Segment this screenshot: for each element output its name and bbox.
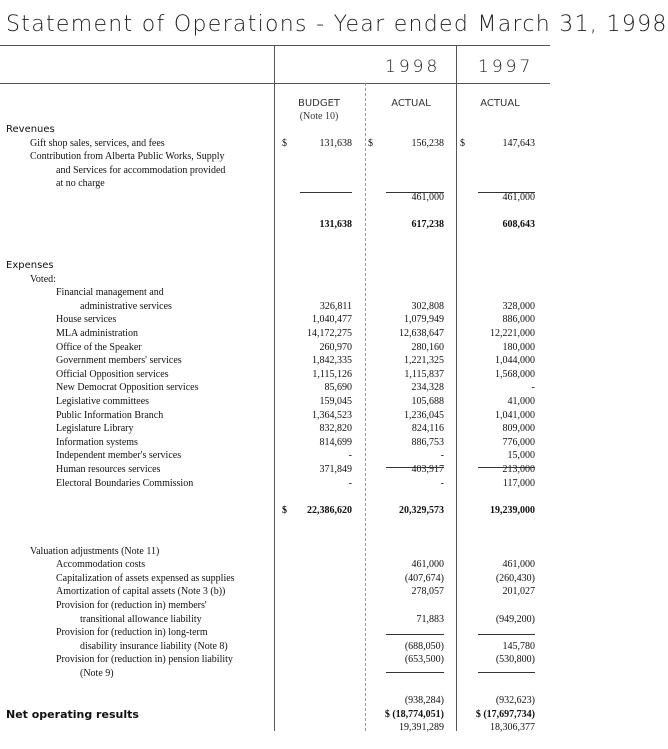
statement-row bbox=[0, 613, 550, 627]
statement-row bbox=[0, 381, 550, 395]
budget-cell: 1,842,335 bbox=[312, 355, 352, 367]
dollar-sign: $ bbox=[282, 504, 287, 516]
row-label: Capitalization of assets expensed as supplies bbox=[56, 572, 235, 584]
statement-row bbox=[0, 477, 550, 491]
subtotal-rule bbox=[386, 634, 444, 635]
actual-1997-cell: (530,800) bbox=[495, 654, 535, 666]
actual-1997-cell: 19,239,000 bbox=[490, 504, 535, 516]
actual-1998-cell: 1,221,325 bbox=[404, 355, 444, 367]
actual-1998-cell: (688,050) bbox=[404, 640, 444, 652]
row-label: Human resources services bbox=[56, 464, 161, 475]
row-label: administrative services bbox=[80, 300, 172, 312]
statement-row bbox=[0, 735, 550, 749]
actual-1998-cell: - bbox=[440, 477, 444, 489]
subtotal-rule bbox=[386, 192, 444, 193]
row-label: Accommodation costs bbox=[56, 559, 146, 571]
subtotal-rule bbox=[478, 192, 535, 193]
statement-row bbox=[0, 218, 550, 232]
row-label: transitional allowance liability bbox=[80, 613, 202, 625]
subtotal-rule bbox=[386, 467, 444, 468]
statement-row bbox=[0, 286, 550, 300]
actual-1997-cell: - bbox=[531, 382, 535, 394]
row-label: Provision for (reduction in) pension liability bbox=[56, 654, 233, 666]
actual-1997-cell: 809,000 bbox=[502, 423, 535, 435]
statement-row bbox=[0, 177, 550, 191]
header-rule-top bbox=[0, 45, 550, 46]
statement-row bbox=[0, 599, 550, 613]
row-label: at no charge bbox=[56, 178, 105, 190]
statement-row bbox=[0, 572, 550, 586]
statement-row bbox=[0, 409, 550, 423]
statement-row bbox=[0, 327, 550, 341]
actual-1998-cell: $ (18,774,051) bbox=[384, 709, 444, 720]
row-label: (Note 9) bbox=[80, 668, 114, 679]
statement-row bbox=[0, 545, 550, 559]
row-label: MLA administration bbox=[56, 328, 138, 339]
actual-1997-cell: 18,306,377 bbox=[490, 722, 535, 734]
statement-row bbox=[0, 245, 550, 259]
row-label: Public Information Branch bbox=[56, 409, 164, 421]
actual-1998-cell: 461,000 bbox=[411, 559, 444, 571]
actual-1998-cell: - bbox=[440, 450, 444, 462]
statement-row bbox=[0, 490, 550, 504]
actual-1997-cell: 1,044,000 bbox=[495, 355, 535, 367]
dollar-sign: $ bbox=[282, 137, 287, 149]
statement-row bbox=[0, 708, 550, 722]
actual-1998-cell: 886,753 bbox=[411, 436, 444, 448]
statement-row bbox=[0, 313, 550, 327]
actual-1998-cell: 461,000 bbox=[411, 192, 444, 203]
actual-1997-header: ACTUAL bbox=[480, 98, 520, 109]
row-label: Electoral Boundaries Commission bbox=[56, 477, 194, 489]
budget-cell: 260,970 bbox=[319, 341, 352, 353]
budget-header-line2: (Note 10) bbox=[299, 111, 339, 122]
row-label: Independent member's services bbox=[56, 450, 182, 462]
budget-cell: 1,364,523 bbox=[312, 409, 352, 421]
budget-cell: 159,045 bbox=[319, 396, 352, 407]
actual-1997-cell: 180,000 bbox=[502, 341, 535, 353]
row-label: Valuation adjustments (Note 11) bbox=[30, 545, 160, 557]
actual-1997-cell: 886,000 bbox=[502, 314, 535, 326]
actual-1998-cell: 280,160 bbox=[411, 341, 444, 353]
actual-1997-cell: 41,000 bbox=[507, 396, 535, 407]
statement-row bbox=[0, 395, 550, 409]
actual-1998-cell: 156,238 bbox=[411, 137, 444, 149]
budget-cell: 22,386,620 bbox=[307, 504, 352, 516]
row-label: Office of the Speaker bbox=[56, 341, 142, 353]
statement-row bbox=[0, 667, 550, 681]
actual-1997-cell: 608,643 bbox=[502, 219, 535, 231]
statement-row bbox=[0, 341, 550, 355]
actual-1997-cell: 145,780 bbox=[502, 640, 535, 652]
actual-1998-cell: 20,329,573 bbox=[399, 504, 444, 516]
actual-1998-cell: 824,116 bbox=[411, 423, 444, 435]
actual-1998-cell: 278,057 bbox=[411, 586, 444, 598]
budget-header bbox=[276, 97, 362, 123]
row-label: disability insurance liability (Note 8) bbox=[80, 640, 228, 652]
dollar-sign: $ bbox=[460, 137, 465, 149]
statement-row bbox=[0, 653, 550, 667]
row-label: Government members' services bbox=[56, 355, 182, 367]
row-label: Expenses bbox=[6, 260, 54, 271]
budget-cell: 326,811 bbox=[319, 300, 352, 312]
row-label: New Democrat Opposition services bbox=[56, 382, 199, 394]
statement-row bbox=[0, 422, 550, 436]
actual-1998-cell: 234,328 bbox=[411, 382, 444, 394]
actual-1997-cell: 213,000 bbox=[502, 464, 535, 475]
actual-1998-cell: 19,391,289 bbox=[399, 722, 444, 734]
actual-1997-cell: 147,643 bbox=[502, 137, 535, 149]
row-label: Financial management and bbox=[56, 287, 164, 299]
statement-row bbox=[0, 694, 550, 708]
subtotal-rule bbox=[478, 634, 535, 635]
actual-1997-cell: (949,200) bbox=[495, 613, 535, 625]
budget-cell: 131,638 bbox=[319, 219, 352, 231]
statement-row bbox=[0, 354, 550, 368]
budget-cell: - bbox=[348, 477, 352, 489]
subtotal-rule bbox=[478, 672, 535, 673]
budget-cell: 832,820 bbox=[319, 423, 352, 435]
actual-1998-cell: 12,638,647 bbox=[399, 328, 444, 339]
statement-row bbox=[0, 504, 550, 518]
statement-row bbox=[0, 721, 550, 735]
budget-cell: - bbox=[348, 450, 352, 462]
row-label: Provision for (reduction in) members' bbox=[56, 600, 207, 611]
actual-1998-cell: (653,500) bbox=[404, 654, 444, 666]
statement-row bbox=[0, 558, 550, 572]
budget-cell: 1,040,477 bbox=[312, 314, 352, 326]
statement-row bbox=[0, 259, 550, 273]
budget-cell: 814,699 bbox=[319, 436, 352, 448]
actual-1997-cell: 12,221,000 bbox=[490, 328, 535, 339]
actual-1997-cell: (932,623) bbox=[495, 695, 535, 707]
page-title: Statement of Operations - Year ended March 31, 1998 bbox=[6, 12, 668, 37]
row-label: Amortization of capital assets (Note 3 (b)) bbox=[56, 586, 226, 598]
actual-1997-cell: 201,027 bbox=[502, 586, 535, 598]
statement-row bbox=[0, 164, 550, 178]
statement-row bbox=[0, 368, 550, 382]
row-label: House services bbox=[56, 314, 117, 326]
actual-1998-cell: 403,917 bbox=[411, 464, 444, 475]
statement-row bbox=[0, 273, 550, 287]
statement-row bbox=[0, 681, 550, 695]
actual-1998-cell: 302,808 bbox=[411, 300, 444, 312]
actual-1997-cell: 461,000 bbox=[502, 192, 535, 203]
statement-row bbox=[0, 463, 550, 477]
row-label: Net operating results bbox=[6, 708, 139, 721]
statement-row bbox=[0, 191, 550, 205]
budget-header-line1: BUDGET bbox=[297, 98, 341, 109]
row-label: Legislature Library bbox=[56, 423, 134, 435]
statement-row bbox=[0, 449, 550, 463]
actual-1998-cell: (938,284) bbox=[404, 695, 444, 707]
actual-1998-cell: 71,883 bbox=[416, 613, 444, 625]
actual-1998-cell: (407,674) bbox=[404, 572, 444, 584]
header-rule-bottom bbox=[0, 83, 550, 84]
statement-row bbox=[0, 123, 550, 137]
actual-1997-cell: 1,041,000 bbox=[495, 409, 535, 421]
actual-1997-cell: 117,000 bbox=[502, 477, 535, 489]
row-label: Gift shop sales, services, and fees bbox=[30, 137, 165, 149]
budget-cell: 1,115,126 bbox=[312, 368, 352, 380]
actual-1998-cell: 105,688 bbox=[411, 396, 444, 407]
statement-row bbox=[0, 150, 550, 164]
actual-1998-cell: 1,079,949 bbox=[404, 314, 444, 326]
statement-row bbox=[0, 640, 550, 654]
actual-1997-cell: 15,000 bbox=[507, 450, 535, 462]
actual-1998-header: ACTUAL bbox=[391, 98, 431, 109]
budget-cell: 14,172,275 bbox=[307, 328, 352, 339]
row-label: Official Opposition services bbox=[56, 368, 169, 380]
statement-row bbox=[0, 585, 550, 599]
row-label: Information systems bbox=[56, 436, 138, 448]
actual-1997-cell: $ (17,697,734) bbox=[475, 709, 535, 720]
row-label: Legislative committees bbox=[56, 396, 150, 407]
actual-1997-cell: 461,000 bbox=[502, 559, 535, 571]
statement-row bbox=[0, 626, 550, 640]
statement-row bbox=[0, 300, 550, 314]
statement-row bbox=[0, 205, 550, 219]
statement-row bbox=[0, 436, 550, 450]
statement-row bbox=[0, 137, 550, 151]
actual-1997-cell: 328,000 bbox=[502, 300, 535, 312]
row-label: and Services for accommodation provided bbox=[56, 164, 226, 176]
subtotal-rule bbox=[478, 467, 535, 468]
actual-1997-cell: 776,000 bbox=[502, 436, 535, 448]
actual-1997-cell: (260,430) bbox=[495, 572, 535, 584]
row-label: Voted: bbox=[30, 273, 56, 285]
subtotal-rule bbox=[300, 192, 352, 193]
actual-1998-cell: 1,236,045 bbox=[404, 409, 444, 421]
row-label: Revenues bbox=[6, 124, 55, 135]
actual-1998-cell: 1,115,837 bbox=[404, 368, 444, 380]
actual-1998-cell: 617,238 bbox=[411, 219, 444, 231]
statement-row bbox=[0, 517, 550, 531]
budget-cell: 85,690 bbox=[324, 382, 352, 394]
statement-row bbox=[0, 531, 550, 545]
dollar-sign: $ bbox=[368, 137, 373, 149]
year-1998-heading: 1998 bbox=[385, 57, 441, 77]
actual-1997-cell: 1,568,000 bbox=[495, 368, 535, 380]
budget-cell: 371,849 bbox=[319, 464, 352, 475]
subtotal-rule bbox=[386, 672, 444, 673]
row-label: Contribution from Alberta Public Works, Supply bbox=[30, 151, 225, 163]
budget-cell: 131,638 bbox=[319, 137, 352, 149]
year-1997-heading: 1997 bbox=[478, 57, 534, 77]
row-label: Provision for (reduction in) long-term bbox=[56, 627, 208, 639]
statement-row bbox=[0, 232, 550, 246]
